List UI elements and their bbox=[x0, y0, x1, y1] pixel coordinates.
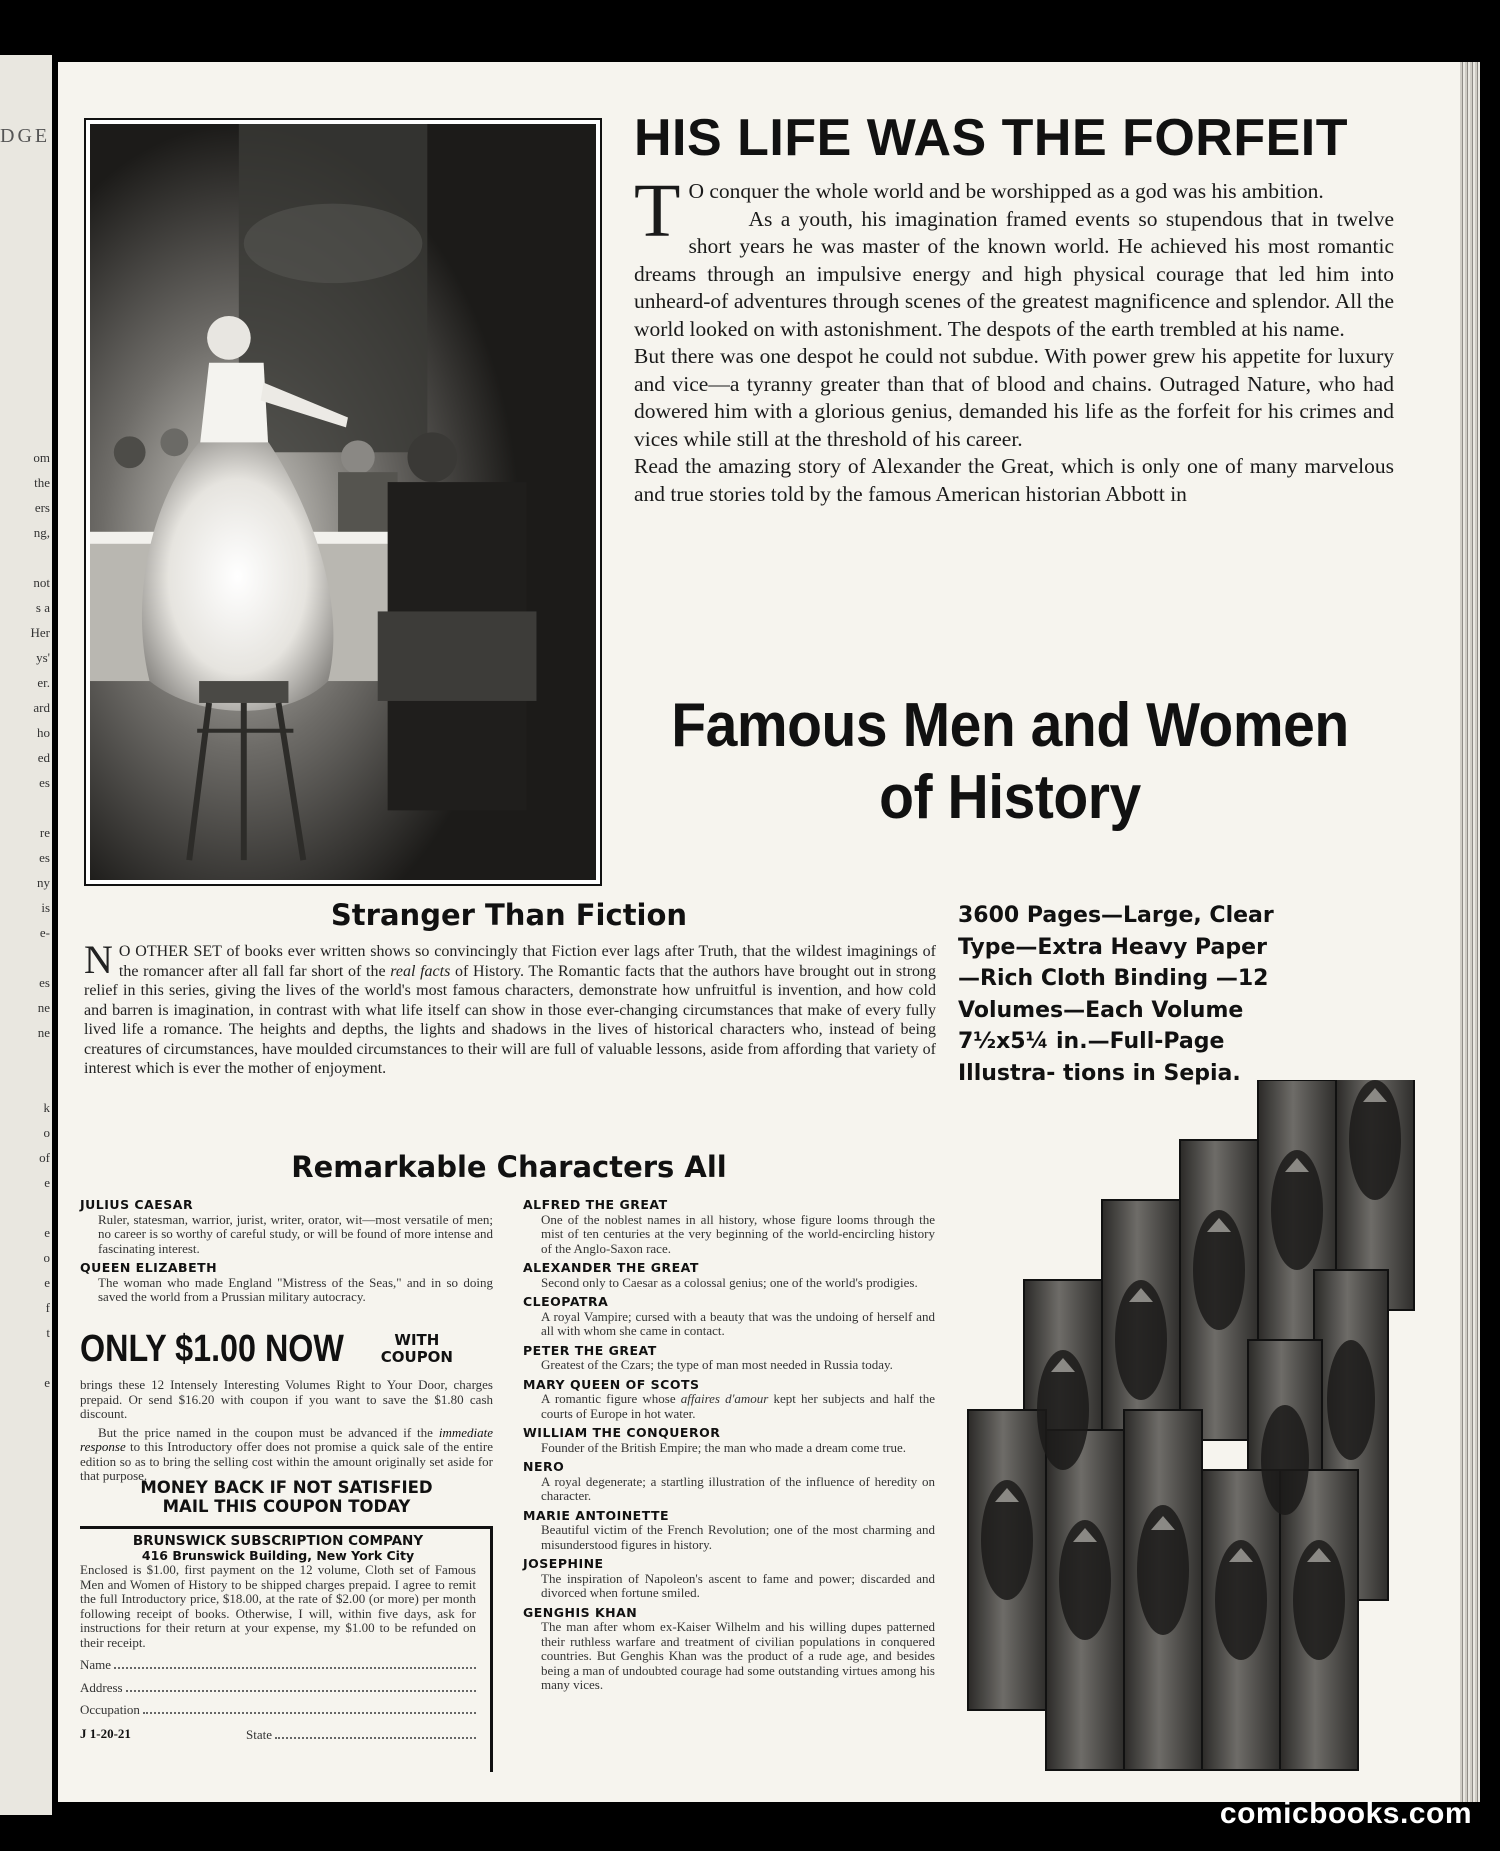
story-paragraph-4: Read the amazing story of Alexander the Great, which is only one of many marvelous and true stories told by the famous American historian Abbott in bbox=[634, 454, 1394, 506]
story-paragraph-1 bbox=[634, 169, 1394, 253]
coupon-state-field[interactable] bbox=[246, 1727, 476, 1743]
prev-page-fragment: of bbox=[39, 1150, 50, 1165]
coupon-label: COUPON bbox=[380, 1348, 453, 1366]
coupon-name-field[interactable] bbox=[80, 1657, 476, 1673]
price-banner bbox=[80, 1328, 493, 1378]
book-specs: 3600 Pages—Large, Clear Type—Extra Heavy Paper —Rich Cloth Binding —12 Volumes—Each Volume 7½x5¼ in.—Full-Page Illustra- tions in Sepia. bbox=[958, 903, 1274, 1086]
prev-page-fragment: ny bbox=[37, 875, 50, 890]
page-stack-edge bbox=[1460, 62, 1480, 1802]
previous-page-edge bbox=[0, 55, 52, 1815]
character-name: PETER THE GREAT bbox=[523, 1342, 657, 1358]
character-name: JOSEPHINE bbox=[523, 1556, 604, 1571]
character-entry bbox=[80, 1261, 493, 1305]
offer-p2-italic: immediate response bbox=[80, 1424, 493, 1454]
prev-page-fragment: ys' bbox=[36, 650, 50, 665]
character-entry bbox=[523, 1295, 935, 1339]
story-paragraph-3: But there was one despot he could not subdue. With power grew his appetite for luxury and vice—a tyranny greater than that of blood and chains. Outraged Nature, who had dowered him with a glorious genius, demanded his life as the forfeit for his crimes and vices while still at the threshold of his career. bbox=[634, 344, 1394, 451]
prev-page-fragment: s a bbox=[35, 600, 50, 615]
prev-page-fragment: ne bbox=[37, 1025, 50, 1040]
description-text-a: A romantic figure whose bbox=[541, 1391, 681, 1406]
character-description: One of the noblest names in all history, whose figure looms through the mist of ten centuries at the very beginning of the world-encircling history of the Anglo-Saxon race. bbox=[541, 1211, 935, 1256]
story-text bbox=[634, 169, 1394, 508]
address-line[interactable] bbox=[126, 1680, 476, 1692]
coupon-address-field[interactable] bbox=[80, 1680, 476, 1696]
prev-page-fragment: not bbox=[33, 575, 50, 590]
occupation-label: Occupation bbox=[80, 1702, 140, 1717]
prev-page-fragment: ard bbox=[33, 700, 50, 715]
prev-page-fragment: f bbox=[45, 1300, 50, 1315]
characters-right-column bbox=[523, 1198, 935, 1698]
prev-page-fragment: ed bbox=[37, 750, 50, 765]
character-description: The woman who made England "Mistress of the Seas," and in so doing saved the world from a Prussian military autocracy. bbox=[98, 1274, 493, 1304]
description-italic: affaires d'amour bbox=[680, 1391, 769, 1406]
character-description: Second only to Caesar as a colossal genius; one of the world's prodigies. bbox=[541, 1274, 918, 1290]
character-description: Founder of the British Empire; the man who made a dream come true. bbox=[541, 1439, 906, 1455]
character-entry bbox=[80, 1198, 493, 1256]
offer-p2-text-a: But the price named in the coupon must be advanced if the bbox=[98, 1424, 439, 1440]
prev-page-fragment: er. bbox=[37, 675, 50, 690]
characters-heading: Remarkable Characters All bbox=[291, 1150, 727, 1184]
name-label: Name bbox=[80, 1657, 112, 1672]
character-description: A royal degenerate; a startling illustration of the influence of heredity on character. bbox=[541, 1473, 935, 1503]
prev-page-fragment: ng, bbox=[33, 525, 50, 540]
offer-paragraph-1: brings these 12 Intensely Interesting Volumes Right to Your Door, charges prepaid. Or send $16.20 with coupon if you want to save the $1.80 cash discount. bbox=[80, 1377, 493, 1421]
character-name: QUEEN ELIZABETH bbox=[80, 1260, 218, 1275]
prev-page-fragment: e- bbox=[39, 925, 50, 940]
character-name: CLEOPATRA bbox=[523, 1294, 609, 1309]
stranger-lead: O OTHER SET bbox=[118, 943, 222, 960]
name-line[interactable] bbox=[114, 1657, 476, 1669]
prev-page-fragment: Her bbox=[30, 625, 50, 640]
prev-page-fragment: ers bbox=[34, 500, 50, 515]
character-name: WILLIAM THE CONQUEROR bbox=[523, 1425, 721, 1440]
state-line[interactable] bbox=[275, 1727, 476, 1739]
stranger-dropcap: N bbox=[84, 937, 113, 982]
character-entry bbox=[523, 1557, 935, 1601]
prev-page-fragment: o bbox=[43, 1125, 50, 1140]
character-description: The man after whom ex-Kaiser Wilhelm and his willing dupes patterned their ruthless warfare and treatment of civilian populations in conquered countries. But Genghis Khan was the product of a rude age, and besides being a man of undoubted courage had some outstanding virtues among his many vices. bbox=[541, 1619, 935, 1692]
coupon-bottom-row bbox=[80, 1727, 476, 1743]
mail-coupon-line: MAIL THIS COUPON TODAY bbox=[162, 1497, 411, 1516]
prev-page-fragment: ho bbox=[37, 725, 50, 740]
series-title bbox=[651, 690, 1369, 834]
story-dropcap: T bbox=[634, 169, 681, 253]
character-description: Greatest of the Czars; the type of man most needed in Russia today. bbox=[541, 1357, 893, 1372]
story-first-line: O conquer the whole world and be worshipped as a god was his ambition. bbox=[688, 179, 1324, 203]
prev-page-fragment: t bbox=[46, 1325, 50, 1340]
prev-page-fragment: ne bbox=[37, 1000, 50, 1015]
stranger-italic: real facts bbox=[390, 962, 451, 980]
characters-left-column bbox=[80, 1198, 493, 1310]
stranger-text-b: of History. The Romantic facts that the authors have brought out in strong relief in this series, giving the lives of the world's most famous characters, demonstrate how unfruitful is invention, and how cold and barren is imagination, in contrast with what life itself can show in those ever-changing circumstances that make of every fully lived life a romance. The heights and depths, the lights and shadows in the lives of historical characters who, instead of being creatures of circumstances, have moulded circumstances to their will are full of valuable lessons, aside from affording that variety of interest which is ever the mother of enjoyment. bbox=[84, 962, 937, 1077]
painting-artwork bbox=[90, 124, 596, 880]
prev-page-header-fragment: DGE bbox=[0, 125, 51, 147]
money-back-notice bbox=[80, 1478, 493, 1516]
prev-page-fragment: k bbox=[43, 1100, 50, 1115]
stranger-heading: Stranger Than Fiction bbox=[330, 898, 688, 932]
prev-page-fragment: is bbox=[41, 900, 50, 915]
character-name: JULIUS CAESAR bbox=[80, 1197, 194, 1212]
coupon-code: J 1-20-21 bbox=[80, 1725, 131, 1741]
prev-page-fragment: e bbox=[44, 1275, 50, 1290]
with-coupon-label bbox=[381, 1332, 453, 1366]
stranger-text-a: of books ever written shows so convincingly that Fiction ever lags after Truth, that the wildest imaginings of the romancer after all fall far short of the bbox=[118, 943, 936, 980]
character-entry bbox=[523, 1378, 935, 1422]
offer-text bbox=[80, 1378, 493, 1488]
state-label: State bbox=[246, 1726, 272, 1742]
character-entry bbox=[523, 1606, 935, 1693]
character-entry bbox=[523, 1344, 935, 1373]
character-name: ALEXANDER THE GREAT bbox=[523, 1260, 699, 1275]
character-description: The inspiration of Napoleon's ascent to fame and power; discarded and divorced when fortune smiled. bbox=[541, 1570, 935, 1600]
occupation-line[interactable] bbox=[143, 1702, 476, 1714]
character-description: Ruler, statesman, warrior, jurist, writer, orator, wit—most versatile of men; no career is so worthy of careful study, or will be found of more intense and fascinating interest. bbox=[98, 1211, 493, 1256]
character-name: MARIE ANTOINETTE bbox=[523, 1507, 670, 1523]
character-name: ALFRED THE GREAT bbox=[523, 1197, 668, 1212]
coupon-address: 416 Brunswick Building, New York City bbox=[141, 1547, 415, 1563]
price-headline: ONLY $1.00 NOW bbox=[80, 1328, 344, 1370]
character-entry bbox=[523, 1261, 935, 1290]
stranger-paragraph bbox=[84, 937, 937, 1079]
character-description: Beautiful victim of the French Revolution; one of the most charming and misunderstood figures in history. bbox=[541, 1522, 935, 1552]
coupon-company: BRUNSWICK SUBSCRIPTION COMPANY bbox=[132, 1533, 424, 1549]
story-paragraph-2: As a youth, his imagination framed events so stupendous that in twelve short years he was master of the known world. He achieved his most romantic dreams through an impulsive energy and high physical courage that led him into unheard-of adventures through scenes of the greatest magnificence and splendor. All the world looked on with astonishment. The despots of the earth trembled at his name. bbox=[634, 206, 1394, 341]
prev-page-fragment: e bbox=[44, 1375, 50, 1390]
coupon-occupation-field[interactable] bbox=[80, 1702, 476, 1718]
illustration-painting bbox=[84, 118, 602, 886]
prev-page-fragment: o bbox=[43, 1250, 50, 1265]
site-watermark: comicbooks.com bbox=[1219, 1797, 1472, 1830]
coupon-body: Enclosed is $1.00, first payment on the 12 volume, Cloth set of Famous Men and Women of History to be shipped charges prepaid. I agree to remit the full Introductory price, $18.00, at the rate of $2.00 (or more) per month following receipt of books. Otherwise, I will, within five days, ask for instructions for their return at your expense, my $1.00 to be refunded on their receipt. bbox=[80, 1562, 476, 1650]
money-back-line: MONEY BACK IF NOT SATISFIED bbox=[140, 1478, 433, 1497]
books-artwork bbox=[958, 1080, 1438, 1780]
address-label: Address bbox=[80, 1679, 123, 1695]
series-title-line-2: of History bbox=[879, 763, 1141, 832]
offer-paragraph-2 bbox=[80, 1426, 493, 1484]
prev-page-fragment: the bbox=[34, 475, 50, 490]
prev-page-fragment: es bbox=[39, 975, 50, 990]
prev-page-fragment: es bbox=[39, 850, 50, 865]
character-entry bbox=[523, 1426, 935, 1455]
prev-page-fragment: re bbox=[39, 825, 50, 840]
character-name: MARY QUEEN OF SCOTS bbox=[523, 1376, 700, 1392]
character-description: A royal Vampire; cursed with a beauty that was the undoing of herself and all with whom she came in contact. bbox=[541, 1308, 935, 1338]
character-entry bbox=[523, 1460, 935, 1504]
series-title-line-1: Famous Men and Women bbox=[671, 691, 1349, 760]
character-entry bbox=[523, 1198, 935, 1256]
prev-page-fragment: om bbox=[33, 450, 50, 465]
with-label: WITH bbox=[394, 1331, 440, 1349]
character-entry bbox=[523, 1509, 935, 1553]
offer-p2-text-b: to this Introductory offer does not promise a quick sale of the entire edition so as to bring the selling cost within the amount originally set aside for that purpose. bbox=[80, 1439, 493, 1483]
headline: HIS LIFE WAS THE FORFEIT bbox=[634, 109, 1348, 167]
prev-page-fragment: e bbox=[44, 1225, 50, 1240]
character-description bbox=[523, 1392, 935, 1421]
prev-page-fragment: e bbox=[44, 1175, 50, 1190]
order-coupon[interactable] bbox=[80, 1526, 493, 1772]
character-name: NERO bbox=[523, 1459, 565, 1474]
character-name: GENGHIS KHAN bbox=[523, 1604, 638, 1620]
books-illustration bbox=[958, 1080, 1438, 1780]
prev-page-fragment: es bbox=[39, 775, 50, 790]
description-text-b: kept her subjects and half the courts of Europe in hot water. bbox=[541, 1391, 936, 1421]
